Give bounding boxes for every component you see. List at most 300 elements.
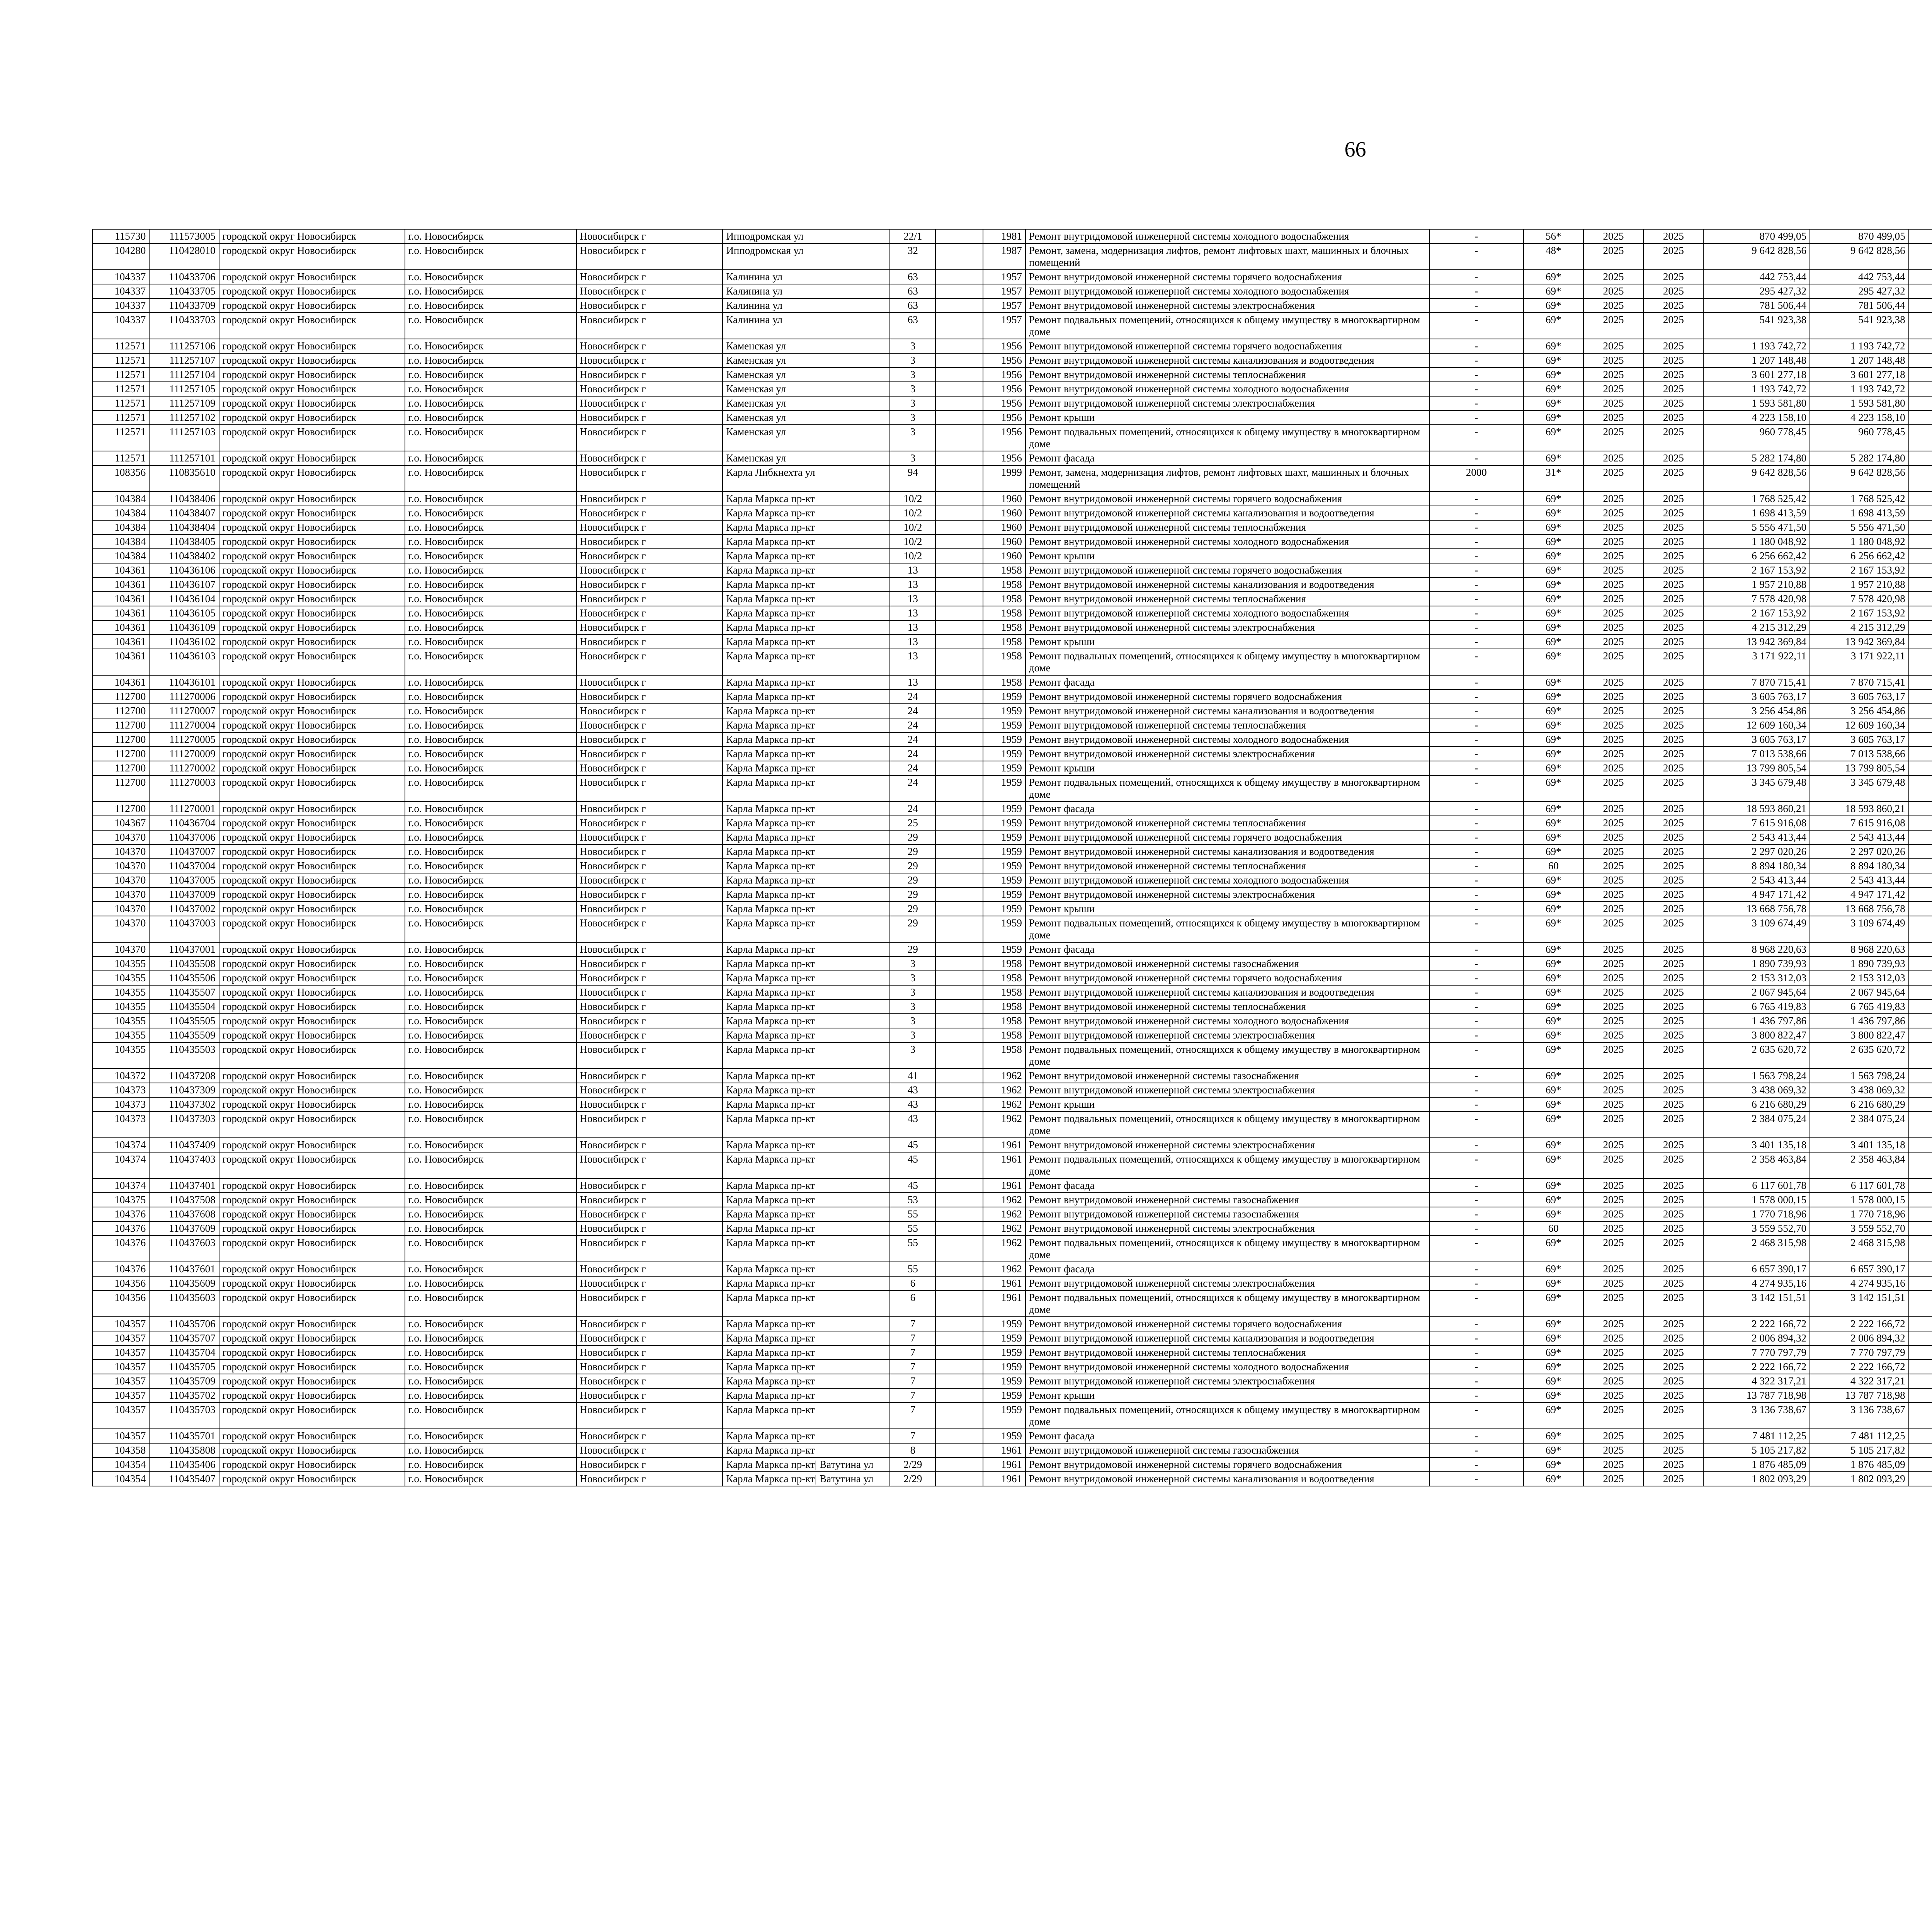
cell-work-id: 110436106 xyxy=(149,563,219,577)
cell-federal-budget xyxy=(1909,690,1932,704)
cell-planned-year-end: 2025 xyxy=(1643,606,1703,620)
cell-planned-year-end: 2025 xyxy=(1643,1083,1703,1097)
cell-work-type: Ремонт крыши xyxy=(1026,761,1429,775)
cell-year-built: 1959 xyxy=(983,1403,1026,1429)
cell-building xyxy=(935,816,983,830)
cell-building xyxy=(935,577,983,592)
cell-federal-budget xyxy=(1909,816,1932,830)
cell-work-id: 110437302 xyxy=(149,1097,219,1112)
cell-work-id: 111270004 xyxy=(149,718,219,732)
cell-municipal-formation: г.о. Новосибирск xyxy=(405,1236,577,1262)
cell-municipal-district: городской округ Новосибирск xyxy=(219,1112,405,1138)
table-row xyxy=(92,1276,1932,1290)
cell-house-number: 3 xyxy=(890,971,935,985)
cell-wear-percent: 69* xyxy=(1524,761,1583,775)
cell-year-built: 1959 xyxy=(983,704,1026,718)
cell-planned-year-start: 2025 xyxy=(1583,382,1643,396)
cell-planned-year-start: 2025 xyxy=(1583,830,1643,844)
cell-total-cost: 9 642 828,56 xyxy=(1703,243,1810,270)
cell-lift-commissioning-year: - xyxy=(1429,1317,1524,1331)
table-row xyxy=(92,1178,1932,1193)
cell-house-number: 41 xyxy=(890,1069,935,1083)
cell-regional-fund-cost: 2 167 153,92 xyxy=(1810,563,1909,577)
cell-regional-fund-cost: 8 968 220,63 xyxy=(1810,942,1909,957)
cell-house-number: 10/2 xyxy=(890,549,935,563)
cell-total-cost: 2 006 894,32 xyxy=(1703,1331,1810,1345)
cell-total-cost: 7 481 112,25 xyxy=(1703,1429,1810,1443)
cell-regional-fund-cost: 13 799 805,54 xyxy=(1810,761,1909,775)
cell-federal-budget xyxy=(1909,284,1932,298)
cell-record-id: 104374 xyxy=(92,1152,149,1178)
cell-lift-commissioning-year: - xyxy=(1429,1457,1524,1472)
cell-wear-percent: 69* xyxy=(1524,1138,1583,1152)
cell-record-id: 112571 xyxy=(92,396,149,410)
cell-total-cost: 4 947 171,42 xyxy=(1703,887,1810,902)
cell-planned-year-end: 2025 xyxy=(1643,396,1703,410)
cell-federal-budget xyxy=(1909,1317,1932,1331)
cell-municipal-formation: г.о. Новосибирск xyxy=(405,520,577,535)
table-row xyxy=(92,971,1932,985)
cell-street: Карла Маркса пр-кт xyxy=(723,704,890,718)
cell-lift-commissioning-year: - xyxy=(1429,520,1524,535)
cell-regional-fund-cost: 9 642 828,56 xyxy=(1810,465,1909,492)
cell-regional-fund-cost: 3 109 674,49 xyxy=(1810,916,1909,942)
cell-work-type: Ремонт внутридомовой инженерной системы холодного водоснабжения xyxy=(1026,1360,1429,1374)
cell-federal-budget xyxy=(1909,1069,1932,1083)
table-row xyxy=(92,1472,1932,1486)
cell-record-id: 104355 xyxy=(92,1042,149,1069)
cell-planned-year-start: 2025 xyxy=(1583,775,1643,802)
cell-house-number: 3 xyxy=(890,425,935,451)
cell-municipal-district: городской округ Новосибирск xyxy=(219,1276,405,1290)
cell-wear-percent: 69* xyxy=(1524,985,1583,999)
cell-record-id: 104357 xyxy=(92,1331,149,1345)
cell-total-cost: 9 642 828,56 xyxy=(1703,465,1810,492)
cell-total-cost: 2 167 153,92 xyxy=(1703,563,1810,577)
cell-planned-year-start: 2025 xyxy=(1583,1360,1643,1374)
cell-lift-commissioning-year: - xyxy=(1429,313,1524,339)
table-row xyxy=(92,1193,1932,1207)
cell-record-id: 104355 xyxy=(92,1028,149,1042)
cell-work-type: Ремонт внутридомовой инженерной системы канализования и водоотведения xyxy=(1026,506,1429,520)
cell-house-number: 63 xyxy=(890,284,935,298)
cell-planned-year-start: 2025 xyxy=(1583,985,1643,999)
cell-lift-commissioning-year: 2000 xyxy=(1429,465,1524,492)
cell-municipal-formation: г.о. Новосибирск xyxy=(405,635,577,649)
cell-federal-budget xyxy=(1909,606,1932,620)
cell-work-id: 110436704 xyxy=(149,816,219,830)
cell-year-built: 1958 xyxy=(983,1042,1026,1069)
cell-regional-fund-cost: 6 117 601,78 xyxy=(1810,1178,1909,1193)
table-row xyxy=(92,1042,1932,1069)
cell-street: Карла Маркса пр-кт xyxy=(723,873,890,887)
table-row xyxy=(92,1331,1932,1345)
cell-federal-budget xyxy=(1909,1193,1932,1207)
cell-federal-budget xyxy=(1909,1014,1932,1028)
cell-wear-percent: 69* xyxy=(1524,396,1583,410)
cell-record-id: 104370 xyxy=(92,873,149,887)
table-row xyxy=(92,802,1932,816)
cell-regional-fund-cost: 7 615 916,08 xyxy=(1810,816,1909,830)
cell-regional-fund-cost: 1 193 742,72 xyxy=(1810,339,1909,353)
cell-wear-percent: 69* xyxy=(1524,339,1583,353)
cell-planned-year-start: 2025 xyxy=(1583,368,1643,382)
cell-total-cost: 2 222 166,72 xyxy=(1703,1317,1810,1331)
cell-building xyxy=(935,1042,983,1069)
cell-record-id: 104357 xyxy=(92,1403,149,1429)
cell-building xyxy=(935,690,983,704)
cell-planned-year-start: 2025 xyxy=(1583,270,1643,284)
cell-building xyxy=(935,1014,983,1028)
cell-year-built: 1957 xyxy=(983,313,1026,339)
cell-locality: Новосибирск г xyxy=(577,1042,723,1069)
cell-total-cost: 3 109 674,49 xyxy=(1703,916,1810,942)
cell-locality: Новосибирск г xyxy=(577,732,723,747)
cell-house-number: 3 xyxy=(890,451,935,465)
cell-wear-percent: 69* xyxy=(1524,1112,1583,1138)
cell-federal-budget xyxy=(1909,732,1932,747)
cell-federal-budget xyxy=(1909,520,1932,535)
cell-house-number: 24 xyxy=(890,718,935,732)
cell-house-number: 45 xyxy=(890,1178,935,1193)
cell-record-id: 112571 xyxy=(92,451,149,465)
cell-work-type: Ремонт подвальных помещений, относящихся к общему имуществу в многоквартирном доме xyxy=(1026,916,1429,942)
cell-municipal-district: городской округ Новосибирск xyxy=(219,298,405,313)
cell-year-built: 1958 xyxy=(983,577,1026,592)
cell-federal-budget xyxy=(1909,761,1932,775)
cell-total-cost: 3 559 552,70 xyxy=(1703,1221,1810,1236)
cell-locality: Новосибирск г xyxy=(577,802,723,816)
cell-lift-commissioning-year: - xyxy=(1429,675,1524,690)
cell-planned-year-end: 2025 xyxy=(1643,1276,1703,1290)
cell-lift-commissioning-year: - xyxy=(1429,690,1524,704)
cell-regional-fund-cost: 3 256 454,86 xyxy=(1810,704,1909,718)
cell-house-number: 43 xyxy=(890,1083,935,1097)
cell-locality: Новосибирск г xyxy=(577,1083,723,1097)
cell-record-id: 104370 xyxy=(92,942,149,957)
cell-planned-year-end: 2025 xyxy=(1643,1360,1703,1374)
cell-total-cost: 3 136 738,67 xyxy=(1703,1403,1810,1429)
cell-building xyxy=(935,1374,983,1388)
cell-year-built: 1960 xyxy=(983,535,1026,549)
cell-locality: Новосибирск г xyxy=(577,492,723,506)
cell-planned-year-start: 2025 xyxy=(1583,353,1643,368)
cell-house-number: 3 xyxy=(890,339,935,353)
cell-work-id: 110435603 xyxy=(149,1290,219,1317)
cell-house-number: 3 xyxy=(890,957,935,971)
cell-record-id: 104370 xyxy=(92,844,149,859)
cell-street: Карла Маркса пр-кт xyxy=(723,747,890,761)
cell-locality: Новосибирск г xyxy=(577,1152,723,1178)
cell-year-built: 1962 xyxy=(983,1236,1026,1262)
cell-building xyxy=(935,284,983,298)
cell-planned-year-end: 2025 xyxy=(1643,916,1703,942)
cell-municipal-district: городской округ Новосибирск xyxy=(219,229,405,243)
cell-record-id: 104361 xyxy=(92,675,149,690)
cell-record-id: 104358 xyxy=(92,1443,149,1457)
cell-federal-budget xyxy=(1909,957,1932,971)
cell-work-type: Ремонт внутридомовой инженерной системы горячего водоснабжения xyxy=(1026,1457,1429,1472)
cell-record-id: 112700 xyxy=(92,761,149,775)
cell-federal-budget xyxy=(1909,775,1932,802)
cell-lift-commissioning-year: - xyxy=(1429,1360,1524,1374)
cell-record-id: 104370 xyxy=(92,830,149,844)
cell-planned-year-end: 2025 xyxy=(1643,1112,1703,1138)
cell-municipal-district: городской округ Новосибирск xyxy=(219,1374,405,1388)
cell-wear-percent: 69* xyxy=(1524,592,1583,606)
cell-municipal-formation: г.о. Новосибирск xyxy=(405,577,577,592)
cell-municipal-formation: г.о. Новосибирск xyxy=(405,465,577,492)
cell-municipal-formation: г.о. Новосибирск xyxy=(405,1014,577,1028)
table-row xyxy=(92,1457,1932,1472)
cell-municipal-district: городской округ Новосибирск xyxy=(219,1083,405,1097)
cell-total-cost: 3 345 679,48 xyxy=(1703,775,1810,802)
cell-lift-commissioning-year: - xyxy=(1429,1443,1524,1457)
cell-federal-budget xyxy=(1909,298,1932,313)
cell-work-type: Ремонт внутридомовой инженерной системы электроснабжения xyxy=(1026,1083,1429,1097)
cell-work-id: 110437401 xyxy=(149,1178,219,1193)
cell-house-number: 7 xyxy=(890,1403,935,1429)
cell-year-built: 1956 xyxy=(983,425,1026,451)
cell-total-cost: 4 322 317,21 xyxy=(1703,1374,1810,1388)
cell-planned-year-start: 2025 xyxy=(1583,451,1643,465)
cell-work-type: Ремонт внутридомовой инженерной системы газоснабжения xyxy=(1026,1443,1429,1457)
cell-federal-budget xyxy=(1909,1178,1932,1193)
table-row xyxy=(92,957,1932,971)
cell-wear-percent: 69* xyxy=(1524,1207,1583,1221)
cell-lift-commissioning-year: - xyxy=(1429,243,1524,270)
cell-building xyxy=(935,506,983,520)
cell-federal-budget xyxy=(1909,971,1932,985)
table-row xyxy=(92,816,1932,830)
cell-municipal-district: городской округ Новосибирск xyxy=(219,1178,405,1193)
cell-municipal-district: городской округ Новосибирск xyxy=(219,816,405,830)
cell-regional-fund-cost: 4 223 158,10 xyxy=(1810,410,1909,425)
cell-lift-commissioning-year: - xyxy=(1429,942,1524,957)
cell-building xyxy=(935,1360,983,1374)
cell-work-id: 111257107 xyxy=(149,353,219,368)
cell-lift-commissioning-year: - xyxy=(1429,887,1524,902)
cell-street: Карла Маркса пр-кт xyxy=(723,1443,890,1457)
cell-work-type: Ремонт крыши xyxy=(1026,1388,1429,1403)
cell-record-id: 104370 xyxy=(92,859,149,873)
cell-planned-year-start: 2025 xyxy=(1583,1138,1643,1152)
cell-planned-year-start: 2025 xyxy=(1583,916,1643,942)
cell-work-id: 110437007 xyxy=(149,844,219,859)
table-row xyxy=(92,270,1932,284)
cell-regional-fund-cost: 3 171 922,11 xyxy=(1810,649,1909,675)
cell-federal-budget xyxy=(1909,1457,1932,1472)
cell-federal-budget xyxy=(1909,830,1932,844)
cell-year-built: 1958 xyxy=(983,635,1026,649)
cell-municipal-formation: г.о. Новосибирск xyxy=(405,592,577,606)
cell-wear-percent: 69* xyxy=(1524,410,1583,425)
cell-total-cost: 3 401 135,18 xyxy=(1703,1138,1810,1152)
cell-work-id: 110435808 xyxy=(149,1443,219,1457)
cell-record-id: 112700 xyxy=(92,747,149,761)
cell-record-id: 104373 xyxy=(92,1083,149,1097)
cell-total-cost: 13 668 756,78 xyxy=(1703,902,1810,916)
cell-wear-percent: 69* xyxy=(1524,1042,1583,1069)
cell-lift-commissioning-year: - xyxy=(1429,1069,1524,1083)
cell-locality: Новосибирск г xyxy=(577,844,723,859)
cell-federal-budget xyxy=(1909,1276,1932,1290)
cell-work-type: Ремонт крыши xyxy=(1026,410,1429,425)
cell-record-id: 104357 xyxy=(92,1374,149,1388)
cell-municipal-formation: г.о. Новосибирск xyxy=(405,1028,577,1042)
cell-municipal-district: городской округ Новосибирск xyxy=(219,535,405,549)
cell-work-type: Ремонт подвальных помещений, относящихся к общему имуществу в многоквартирном доме xyxy=(1026,1403,1429,1429)
cell-total-cost: 6 657 390,17 xyxy=(1703,1262,1810,1276)
cell-work-id: 111270002 xyxy=(149,761,219,775)
cell-wear-percent: 69* xyxy=(1524,732,1583,747)
cell-municipal-district: городской округ Новосибирск xyxy=(219,339,405,353)
cell-planned-year-start: 2025 xyxy=(1583,535,1643,549)
cell-planned-year-start: 2025 xyxy=(1583,465,1643,492)
cell-wear-percent: 69* xyxy=(1524,368,1583,382)
cell-building xyxy=(935,1178,983,1193)
cell-work-id: 110435707 xyxy=(149,1331,219,1345)
cell-wear-percent: 69* xyxy=(1524,844,1583,859)
cell-federal-budget xyxy=(1909,1360,1932,1374)
cell-work-id: 110435508 xyxy=(149,957,219,971)
cell-municipal-district: городской округ Новосибирск xyxy=(219,942,405,957)
cell-lift-commissioning-year: - xyxy=(1429,747,1524,761)
cell-locality: Новосибирск г xyxy=(577,873,723,887)
cell-planned-year-start: 2025 xyxy=(1583,1374,1643,1388)
cell-house-number: 29 xyxy=(890,830,935,844)
cell-record-id: 104356 xyxy=(92,1276,149,1290)
cell-work-id: 110435705 xyxy=(149,1360,219,1374)
cell-house-number: 13 xyxy=(890,563,935,577)
table-row xyxy=(92,704,1932,718)
cell-street: Карла Маркса пр-кт xyxy=(723,859,890,873)
cell-locality: Новосибирск г xyxy=(577,425,723,451)
cell-planned-year-end: 2025 xyxy=(1643,1457,1703,1472)
cell-house-number: 63 xyxy=(890,298,935,313)
cell-total-cost: 4 215 312,29 xyxy=(1703,620,1810,635)
cell-total-cost: 6 765 419,83 xyxy=(1703,999,1810,1014)
cell-federal-budget xyxy=(1909,1262,1932,1276)
cell-planned-year-start: 2025 xyxy=(1583,563,1643,577)
cell-street: Карла Маркса пр-кт xyxy=(723,492,890,506)
cell-regional-fund-cost: 3 136 738,67 xyxy=(1810,1403,1909,1429)
cell-record-id: 104355 xyxy=(92,999,149,1014)
cell-wear-percent: 69* xyxy=(1524,1457,1583,1472)
cell-municipal-formation: г.о. Новосибирск xyxy=(405,270,577,284)
cell-planned-year-start: 2025 xyxy=(1583,761,1643,775)
cell-locality: Новосибирск г xyxy=(577,410,723,425)
cell-street: Карла Маркса пр-кт xyxy=(723,887,890,902)
table-row xyxy=(92,368,1932,382)
cell-municipal-formation: г.о. Новосибирск xyxy=(405,887,577,902)
cell-year-built: 1960 xyxy=(983,549,1026,563)
table-row xyxy=(92,902,1932,916)
cell-record-id: 104280 xyxy=(92,243,149,270)
cell-street: Ипподромская ул xyxy=(723,229,890,243)
cell-year-built: 1959 xyxy=(983,942,1026,957)
cell-building xyxy=(935,549,983,563)
cell-municipal-formation: г.о. Новосибирск xyxy=(405,1178,577,1193)
cell-house-number: 3 xyxy=(890,985,935,999)
cell-regional-fund-cost: 12 609 160,34 xyxy=(1810,718,1909,732)
table-row xyxy=(92,1262,1932,1276)
cell-building xyxy=(935,563,983,577)
cell-municipal-district: городской округ Новосибирск xyxy=(219,1221,405,1236)
cell-locality: Новосибирск г xyxy=(577,368,723,382)
cell-work-id: 111270001 xyxy=(149,802,219,816)
cell-house-number: 24 xyxy=(890,802,935,816)
cell-municipal-formation: г.о. Новосибирск xyxy=(405,425,577,451)
cell-street: Карла Маркса пр-кт xyxy=(723,635,890,649)
cell-work-type: Ремонт внутридомовой инженерной системы электроснабжения xyxy=(1026,747,1429,761)
cell-total-cost: 2 222 166,72 xyxy=(1703,1360,1810,1374)
cell-locality: Новосибирск г xyxy=(577,535,723,549)
cell-planned-year-start: 2025 xyxy=(1583,704,1643,718)
cell-federal-budget xyxy=(1909,1443,1932,1457)
cell-planned-year-end: 2025 xyxy=(1643,339,1703,353)
cell-house-number: 6 xyxy=(890,1290,935,1317)
cell-lift-commissioning-year: - xyxy=(1429,732,1524,747)
cell-municipal-formation: г.о. Новосибирск xyxy=(405,1290,577,1317)
cell-record-id: 104357 xyxy=(92,1388,149,1403)
cell-locality: Новосибирск г xyxy=(577,1236,723,1262)
cell-year-built: 1956 xyxy=(983,451,1026,465)
cell-work-id: 111257101 xyxy=(149,451,219,465)
cell-locality: Новосибирск г xyxy=(577,635,723,649)
cell-federal-budget xyxy=(1909,1290,1932,1317)
cell-year-built: 1959 xyxy=(983,816,1026,830)
cell-building xyxy=(935,592,983,606)
cell-street: Карла Маркса пр-кт xyxy=(723,592,890,606)
cell-work-id: 110435407 xyxy=(149,1472,219,1486)
cell-locality: Новосибирск г xyxy=(577,1472,723,1486)
cell-planned-year-end: 2025 xyxy=(1643,549,1703,563)
cell-year-built: 1981 xyxy=(983,229,1026,243)
cell-locality: Новосибирск г xyxy=(577,1457,723,1472)
cell-locality: Новосибирск г xyxy=(577,1360,723,1374)
cell-building xyxy=(935,1193,983,1207)
cell-lift-commissioning-year: - xyxy=(1429,957,1524,971)
cell-regional-fund-cost: 1 207 148,48 xyxy=(1810,353,1909,368)
cell-locality: Новосибирск г xyxy=(577,916,723,942)
cell-total-cost: 960 778,45 xyxy=(1703,425,1810,451)
cell-house-number: 8 xyxy=(890,1443,935,1457)
cell-building xyxy=(935,704,983,718)
cell-house-number: 55 xyxy=(890,1207,935,1221)
cell-record-id: 104355 xyxy=(92,1014,149,1028)
cell-municipal-district: городской округ Новосибирск xyxy=(219,1042,405,1069)
cell-house-number: 10/2 xyxy=(890,520,935,535)
table-row xyxy=(92,1207,1932,1221)
cell-work-id: 110438402 xyxy=(149,549,219,563)
cell-work-type: Ремонт фасада xyxy=(1026,942,1429,957)
cell-street: Карла Маркса пр-кт xyxy=(723,1097,890,1112)
cell-federal-budget xyxy=(1909,620,1932,635)
cell-work-type: Ремонт внутридомовой инженерной системы теплоснабжения xyxy=(1026,999,1429,1014)
cell-street: Карла Маркса пр-кт xyxy=(723,1028,890,1042)
cell-work-type: Ремонт внутридомовой инженерной системы холодного водоснабжения xyxy=(1026,1014,1429,1028)
cell-total-cost: 1 802 093,29 xyxy=(1703,1472,1810,1486)
cell-house-number: 13 xyxy=(890,635,935,649)
cell-street: Карла Маркса пр-кт xyxy=(723,1236,890,1262)
cell-federal-budget xyxy=(1909,1207,1932,1221)
cell-municipal-district: городской округ Новосибирск xyxy=(219,1429,405,1443)
cell-federal-budget xyxy=(1909,382,1932,396)
cell-total-cost: 3 171 922,11 xyxy=(1703,649,1810,675)
cell-building xyxy=(935,1443,983,1457)
cell-street: Карла Маркса пр-кт xyxy=(723,1069,890,1083)
